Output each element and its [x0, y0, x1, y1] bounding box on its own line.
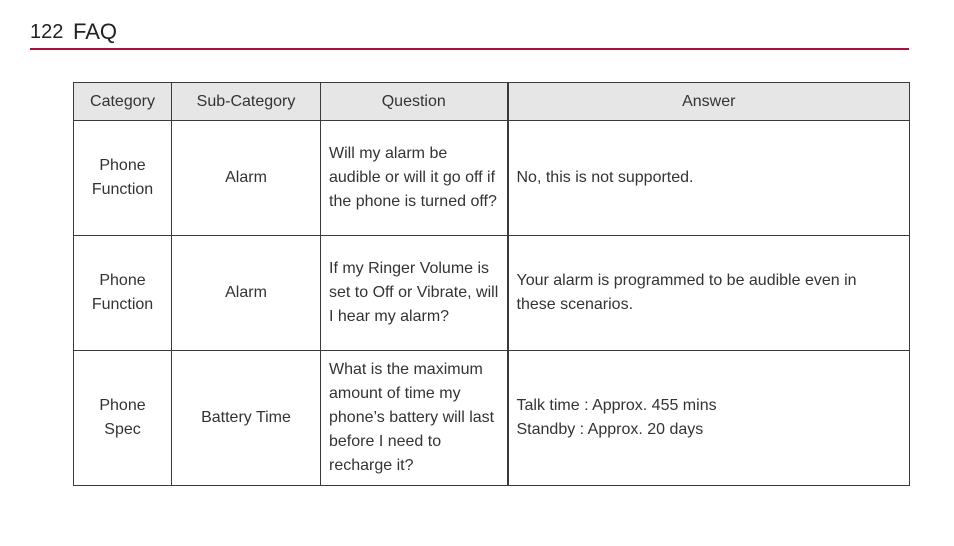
cell-sub-category: Alarm: [172, 121, 321, 236]
table-row: [74, 351, 910, 486]
page-header: [30, 18, 909, 50]
cell-sub-category: Alarm: [172, 236, 321, 351]
column-header-question: Question: [321, 83, 508, 121]
cell-sub-category: Battery Time: [172, 351, 321, 486]
answer-line-standby: Standby : Approx. 20 days: [516, 421, 704, 438]
page-number: 122: [30, 21, 64, 43]
cell-question: If my Ringer Volume is set to Off or Vibrate, will I hear my alarm?: [321, 236, 508, 351]
cell-answer: No, this is not supported.: [508, 121, 910, 236]
cell-category: [74, 351, 172, 486]
answer-line-talk-time: Talk time : Approx. 455 mins: [516, 397, 717, 414]
table-row: [74, 236, 910, 351]
cell-answer: Your alarm is programmed to be audible even in these scenarios.: [508, 236, 910, 351]
cell-question: Will my alarm be audible or will it go off if the phone is turned off?: [321, 121, 508, 236]
cell-question: What is the maximum amount of time my phone’s battery will last before I need to recharge it?: [321, 351, 508, 486]
cell-category: [74, 236, 172, 351]
column-header-sub-category: Sub-Category: [172, 83, 321, 121]
table-row: [74, 121, 910, 236]
cell-category-text: Phone Function: [91, 157, 154, 198]
cell-answer: [508, 351, 910, 486]
cell-category-text: Phone Spec: [99, 397, 146, 438]
column-header-answer: Answer: [508, 83, 910, 121]
cell-category-text: Phone Function: [91, 272, 154, 313]
table-header-row: [74, 83, 910, 121]
faq-table: [73, 82, 910, 486]
cell-category: [74, 121, 172, 236]
column-header-category: Category: [74, 83, 172, 121]
page-title: FAQ: [73, 19, 118, 44]
